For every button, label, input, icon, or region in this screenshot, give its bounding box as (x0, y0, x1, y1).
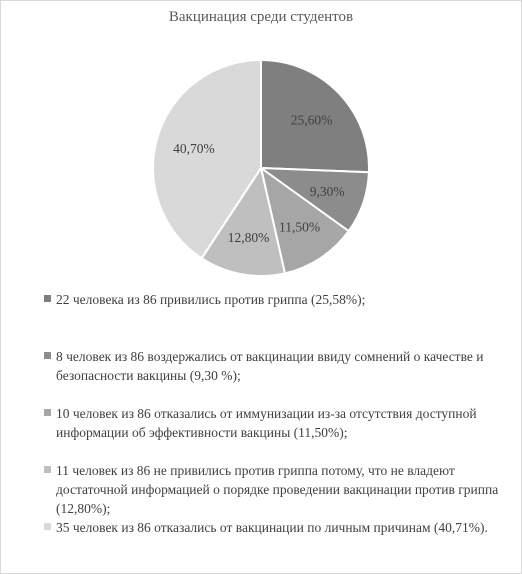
legend-item-4 (44, 461, 504, 518)
slice-data-label-2: 9,30% (309, 183, 345, 199)
legend-item-2 (44, 347, 504, 385)
legend-marker-3 (44, 409, 51, 416)
legend-label-1: 22 человека из 86 привились против гриппа (25,58%); (56, 292, 366, 307)
chart-title: Вакцинация среди студентов (168, 9, 354, 25)
legend-marker-4 (44, 466, 51, 473)
legend-marker-2 (44, 352, 51, 359)
legend-label-4: 11 человек из 86 не привились против гриппа потому, что не владеют достаточной информацией о порядке проведении вакцинации против гриппа (12,80%); (56, 463, 499, 516)
slice-data-label-1: 25,60% (290, 112, 333, 128)
legend-marker-5 (44, 523, 51, 530)
legend-item-3 (44, 404, 504, 442)
legend-label-5: 35 человек из 86 отказались от вакцинации по личным причинам (40,71%). (56, 520, 488, 535)
legend-label-3: 10 человек из 86 отказались от иммунизации из-за отсутствия доступной информации об эффективности вакцины (11,50%); (56, 406, 477, 440)
legend-label-2: 8 человек из 86 воздержались от вакцинации ввиду сомнений о качестве и безопасности вакцины (9,30 %); (56, 349, 484, 383)
slice-data-label-5: 40,70% (173, 140, 215, 156)
legend-item-1 (44, 290, 504, 309)
slice-data-label-3: 11,50% (279, 219, 321, 235)
slice-data-label-4: 12,80% (227, 229, 270, 245)
legend-marker-1 (44, 295, 51, 302)
legend-item-5 (44, 518, 504, 537)
